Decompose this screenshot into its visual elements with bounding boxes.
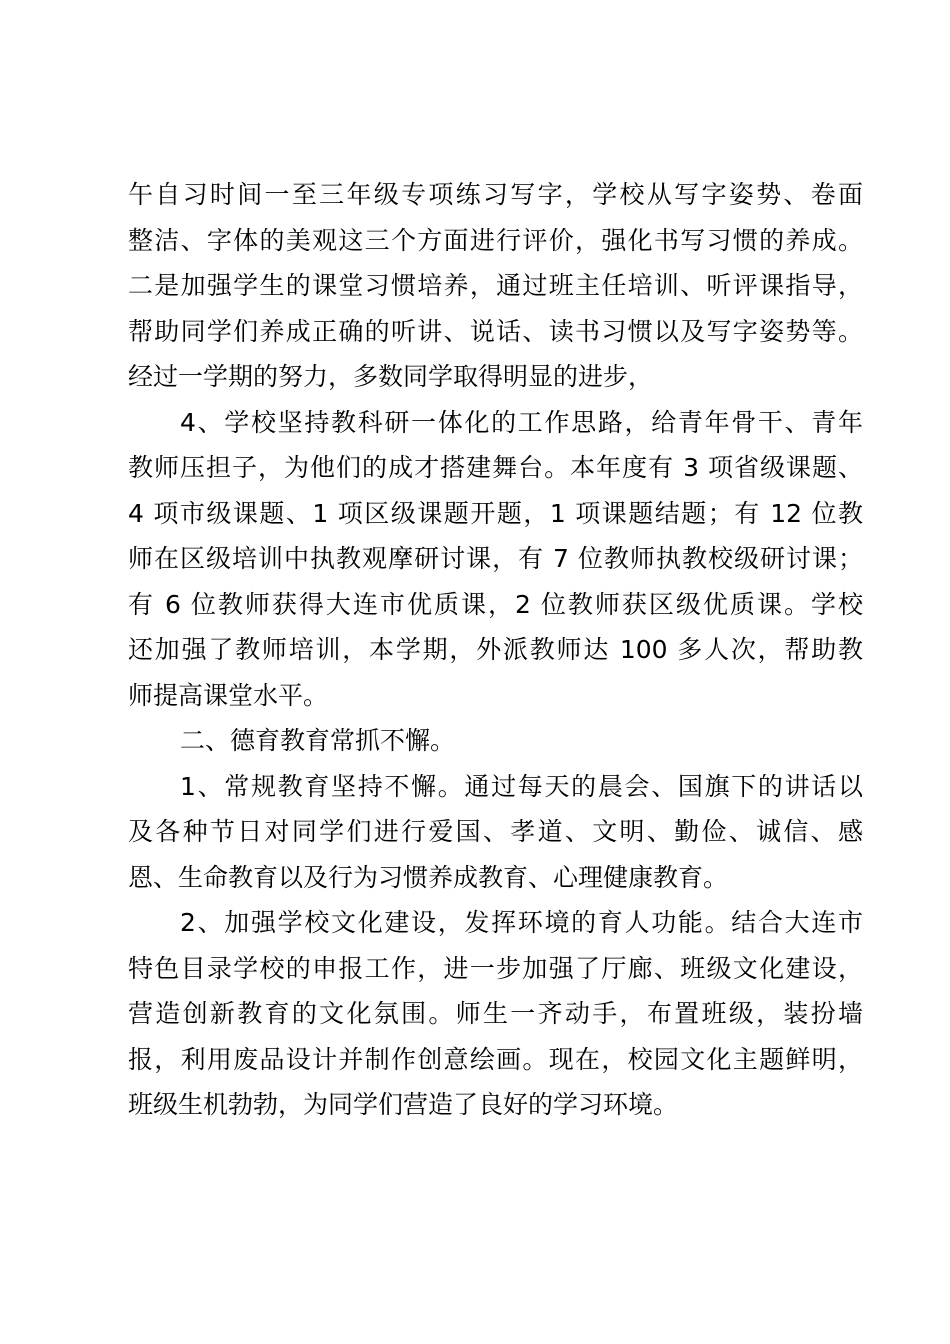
text-line: 4 项市级课题、1 项区级课题开题，1 项课题结题；有 12 位教 xyxy=(128,498,863,528)
text-line: 整洁、字体的美观这三个方面进行评价，强化书写习惯的养成。 xyxy=(128,225,863,255)
text-line: 二是加强学生的课堂习惯培养，通过班主任培训、听评课指导， xyxy=(128,271,863,300)
text-line: 2、加强学校文化建设，发挥环境的育人功能。结合大连市 xyxy=(180,908,863,937)
text-line: 有 6 位教师获得大连市优质课，2 位教师获区级优质课。学校 xyxy=(128,589,863,619)
text-line: 还加强了教师培训，本学期，外派教师达 100 多人次，帮助教 xyxy=(128,635,863,664)
paragraph-continuation xyxy=(128,172,863,400)
document-body xyxy=(128,172,863,1128)
section-heading xyxy=(128,718,863,764)
text-line: 1、常规教育坚持不懈。通过每天的晨会、国旗下的讲话以 xyxy=(180,771,863,801)
text-line: 恩、生命教育以及行为习惯养成教育、心理健康教育。 xyxy=(128,862,729,892)
paragraph-point-4 xyxy=(128,400,863,719)
text-line: 教师压担子，为他们的成才搭建舞台。本年度有 3 项省级课题、 xyxy=(128,453,863,482)
text-line: 师提高课堂水平。 xyxy=(128,680,329,710)
paragraph-section-2-point-2 xyxy=(128,900,863,1128)
paragraph-section-2-point-1 xyxy=(128,764,863,901)
section-heading-text: 二、德育教育常抓不懈。 xyxy=(180,726,456,755)
text-line: 报，利用废品设计并制作创意绘画。现在，校园文化主题鲜明， xyxy=(128,1044,863,1074)
text-line: 帮助同学们养成正确的听讲、说话、读书习惯以及写字姿势等。 xyxy=(128,316,863,346)
text-line: 及各种节日对同学们进行爱国、孝道、文明、勤俭、诚信、感 xyxy=(128,817,863,846)
text-line: 班级生机勃勃，为同学们营造了良好的学习环境。 xyxy=(128,1090,679,1119)
text-line: 师在区级培训中执教观摩研讨课，有 7 位教师执教校级研讨课； xyxy=(128,544,863,573)
text-line: 特色目录学校的申报工作，进一步加强了厅廊、班级文化建设， xyxy=(128,953,863,983)
text-line: 午自习时间一至三年级专项练习写字，学校从写字姿势、卷面 xyxy=(128,180,863,209)
text-line: 4、学校坚持教科研一体化的工作思路，给青年骨干、青年 xyxy=(180,407,863,437)
text-line: 营造创新教育的文化氛围。师生一齐动手，布置班级，装扮墙 xyxy=(128,999,863,1028)
text-line: 经过一学期的努力，多数同学取得明显的进步， xyxy=(128,362,654,391)
